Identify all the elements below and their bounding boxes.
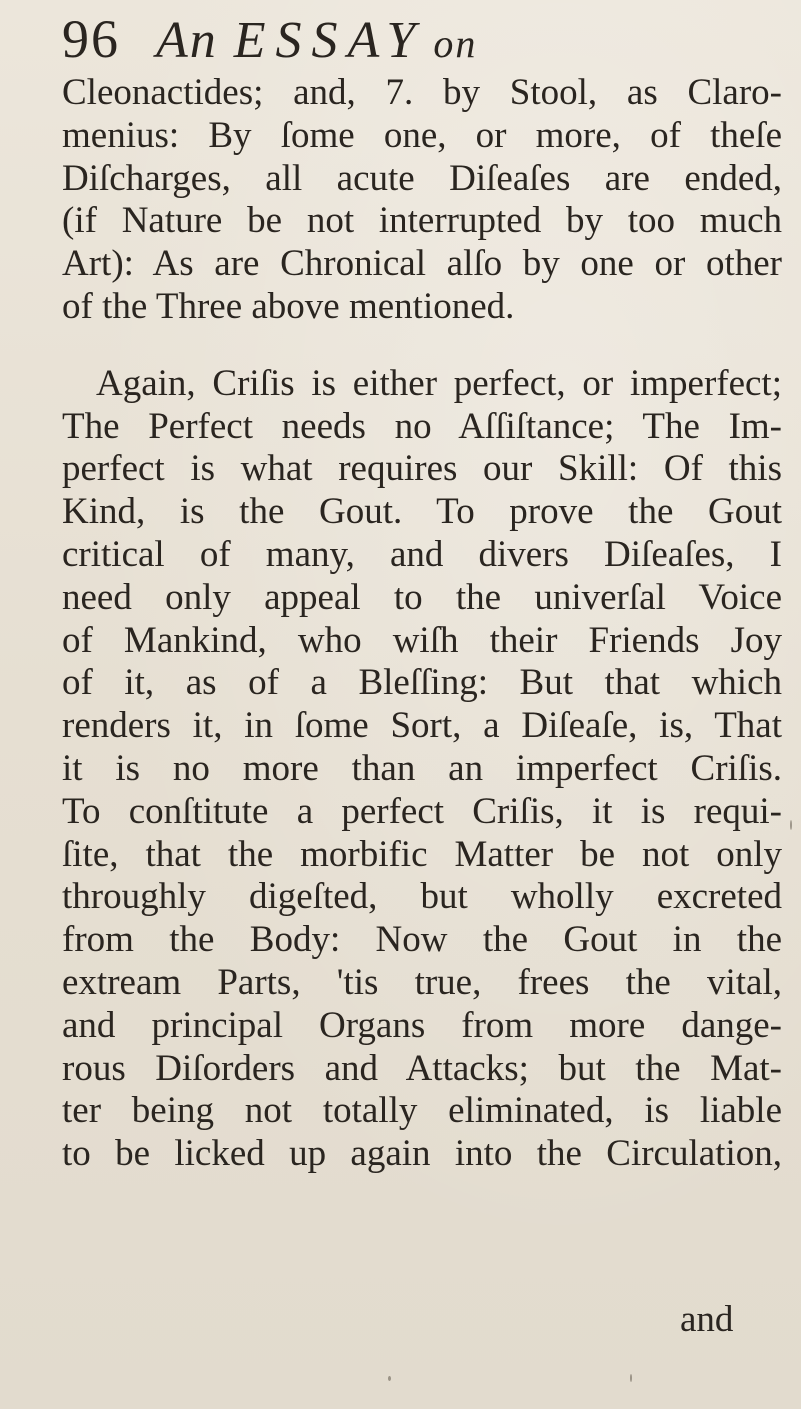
text-line: extream Parts, 'tis true, frees the vital, bbox=[62, 961, 782, 1003]
body-text bbox=[62, 72, 782, 1176]
text-line: and principal Organs from more dange- bbox=[62, 1004, 782, 1046]
text-line: ter being not totally eliminated, is liable bbox=[62, 1090, 782, 1132]
catchword: and bbox=[680, 1299, 734, 1340]
text-line: need only appeal to the univerſal Voice bbox=[62, 576, 782, 618]
text-line: To conſtitute a perfect Criſis, it is requi- bbox=[62, 790, 782, 832]
text-line: of the Three above mentioned. bbox=[62, 285, 515, 327]
text-line: Again, Criſis is either perfect, or imperfect; bbox=[96, 362, 782, 404]
text-line: (if Nature be not interrupted by too much bbox=[62, 200, 782, 242]
text-line: from the Body: Now the Gout in the bbox=[62, 919, 782, 961]
running-header bbox=[62, 6, 762, 72]
text-line: Kind, is the Gout. To prove the Gout bbox=[62, 491, 782, 533]
paragraph bbox=[62, 72, 782, 329]
text-line: menius: By ſome one, or more, of theſe bbox=[62, 114, 782, 156]
text-line: ſite, that the morbific Matter be not only bbox=[62, 833, 782, 875]
text-line: Cleonactides; and, 7. by Stool, as Claro- bbox=[62, 72, 782, 113]
text-line: of it, as of a Bleſſing: But that which bbox=[62, 662, 782, 704]
text-line: of Mankind, who wiſh their Friends Joy bbox=[62, 619, 782, 661]
text-line: rous Diſorders and Attacks; but the Mat- bbox=[62, 1047, 782, 1089]
page-number: 96 bbox=[62, 9, 120, 69]
text-line: critical of many, and divers Diſeaſes, I bbox=[62, 533, 782, 575]
text-line: it is no more than an imperfect Criſis. bbox=[62, 747, 782, 789]
text-line: renders it, in ſome Sort, a Diſeaſe, is, That bbox=[62, 705, 782, 747]
text-line: Diſcharges, all acute Diſeaſes are ended, bbox=[62, 157, 782, 199]
text-line: The Perfect needs no Aſſiſtance; The Im- bbox=[62, 405, 782, 447]
header-title-word3: on bbox=[433, 21, 478, 66]
text-line: to be licked up again into the Circulation, bbox=[62, 1133, 782, 1175]
text-line: perfect is what requires our Skill: Of this bbox=[62, 448, 782, 490]
header-title-word1: An bbox=[156, 12, 218, 69]
paragraph-gap bbox=[62, 329, 782, 363]
paper-speck bbox=[388, 1376, 391, 1381]
paper-speck bbox=[790, 820, 792, 830]
header-title-word2: ESSAY bbox=[233, 12, 426, 69]
paper-speck bbox=[630, 1374, 632, 1382]
text-line: Art): As are Chronical alſo by one or other bbox=[62, 243, 782, 285]
paragraph bbox=[62, 363, 782, 1176]
text-line: throughly digeſted, but wholly excreted bbox=[62, 876, 782, 918]
